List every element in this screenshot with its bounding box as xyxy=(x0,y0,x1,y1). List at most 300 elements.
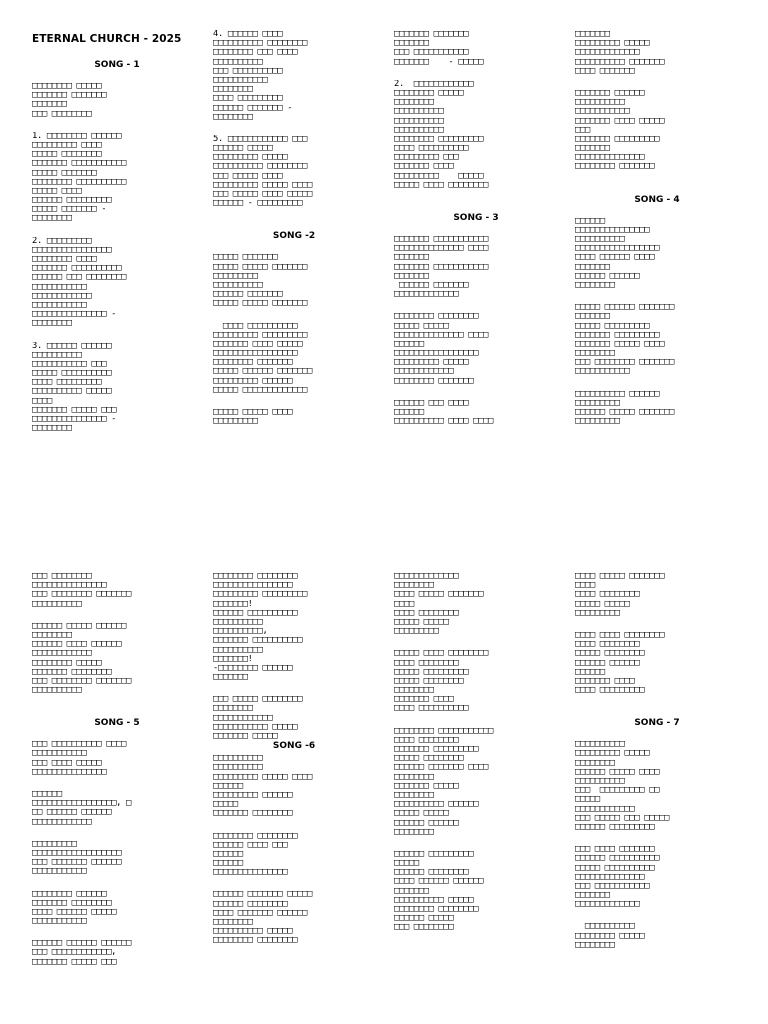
lyric-line: □□□□□ □□□□ □□□□□□□□ xyxy=(394,649,488,659)
lyric-line: □□□□□□□□□□□□□ xyxy=(575,48,640,58)
lyric-line: □□□□□□□□ □□□□□□□□□ xyxy=(394,134,484,144)
lyric-line: □□□□□□□□□□□□ xyxy=(32,817,92,827)
lyric-line: □□□□□□□□□□□□□□□□ xyxy=(213,581,293,591)
lyric-line: □□□ □□□□□□□□□□□□, xyxy=(32,948,117,958)
lyric-line: 2. □□□□□□□□□□□□ xyxy=(394,79,474,89)
lyric-line: □□□□□□ □□□□ □□□□□□ xyxy=(32,640,122,650)
lyric-line: □□□□□□□□ □□□□□□□□□□□ xyxy=(394,726,493,736)
lyric-line: □□□□□□□□□□ xyxy=(575,740,625,750)
lyric-line: □□□□□□□□□□□ □□□ xyxy=(32,359,107,369)
lyric-line: □□□□□□□□□ □□□□□ xyxy=(394,358,469,368)
stanza-gap xyxy=(394,386,558,399)
lyric-line: □□□□□□□□□□ xyxy=(575,235,625,244)
lyric-line: □□□□□□□□□□□ □□□□□ xyxy=(213,722,298,732)
lyric-line: □□□□□□□□□□ xyxy=(213,763,263,773)
stanza-gap xyxy=(394,67,558,80)
lyric-line: □□□□□□□ □□□□□□ xyxy=(575,88,645,98)
lyric-line: □□□□□□□□□□□□ xyxy=(32,291,92,301)
lyric-line: □□□□ □□□□□□□ xyxy=(575,66,635,76)
lyric-line: □□□□ □□□□□□□□ xyxy=(394,735,459,745)
lyric-line: □□□□□□□□□□□□ xyxy=(32,649,92,659)
bottom-column-3 xyxy=(394,572,558,933)
lyric-line: □□□□□□ □□□□□□□□□ xyxy=(394,849,474,859)
stanza-gap xyxy=(32,329,202,342)
lyric-line: □□□□□□□□□□ □□□□□□□ xyxy=(575,57,665,67)
lyric-line: □□□□□□□ xyxy=(213,673,248,683)
stanza-gap xyxy=(213,877,375,890)
lyric-line: □□□□□□□ □□□□□ □□□□ xyxy=(575,339,665,349)
lyric-line: □□□□□□□□□□ xyxy=(575,98,625,108)
top-column-2 xyxy=(213,30,375,426)
lyric-line: □□□□□□□□ xyxy=(575,280,615,290)
lyric-line: □□□□ □□□□□ □□□□□□□ xyxy=(394,590,484,600)
stanza-gap xyxy=(575,76,739,89)
lyric-line: □□□□□□□□□□ □□□□□□□□ xyxy=(213,39,307,49)
lyric-line: □□□□ □□□□□□□□□ xyxy=(213,94,283,104)
lyric-line: □□□□□□□□ □□□□□□□ xyxy=(394,376,474,386)
bottom-page xyxy=(0,572,768,1024)
lyric-line: □□□□□□□□□□□□□□ xyxy=(575,153,645,163)
lyric-line: □□□ □□□□□ □□□ □□□□□ xyxy=(575,813,669,823)
song-title: SONG -2 xyxy=(272,231,316,242)
lyric-line: □□□□□□□□□□ □□□□□□ xyxy=(394,800,479,810)
lyric-line: □□□□□□□ □□□□□□□□ xyxy=(213,809,293,819)
lyric-line: □□□□□□ □□□□□ □□□□ xyxy=(575,767,660,777)
lyric-line: □□□□□□□ - □□□□□ xyxy=(394,57,484,67)
lyric-line: □□□□□□□□□ □□□□ xyxy=(32,140,102,150)
stanza-gap xyxy=(394,190,558,203)
stanza-gap xyxy=(394,714,558,727)
lyric-line: 3. □□□□□□ □□□□□□ xyxy=(32,341,112,351)
lyric-line: □□□□□□□□ □□□□□ xyxy=(32,658,102,668)
lyric-line: □□□ □□□□□□□□□□□ xyxy=(575,881,650,891)
lyric-line: □□□□□ □□□□□□□□□ xyxy=(394,667,469,677)
lyric-line: □□□□□□□ xyxy=(394,253,429,263)
lyric-line: □□□□□□ □□□□□□□ xyxy=(213,290,283,300)
lyric-line: □□□□□□□ □□□□ xyxy=(575,676,635,686)
lyric-line: □□□□□□□□□□□□□□ □□□□ xyxy=(394,244,488,254)
lyric-line: □□□□□□ □□□ □□□□ xyxy=(394,398,469,408)
lyric-line: □□□□□□□□ xyxy=(213,918,253,927)
lyric-line: □□□□□□ □□□□□□□ xyxy=(394,280,469,290)
lyric-line: □□□□□□□□□□□□□□□ xyxy=(32,767,107,777)
lyric-line: □□□□□□□□□□ xyxy=(575,777,625,786)
lyric-line: □□□ □□□□□□□□ xyxy=(394,923,454,933)
lyric-line: □□□□□□□□ xyxy=(394,581,434,591)
lyric-line: □□□□ □□□□□□□□ xyxy=(394,608,459,618)
bottom-column-4 xyxy=(575,572,739,950)
stanza-gap xyxy=(213,819,375,832)
stanza-gap xyxy=(32,777,202,790)
lyric-line: □□□□□□□□ □□□□□□□ xyxy=(213,358,293,368)
stanza-gap xyxy=(213,309,375,322)
top-page xyxy=(0,30,768,510)
lyric-line: □□□□□□ □□□□□ □□□□□□ xyxy=(32,621,126,631)
bottom-column-2 xyxy=(213,572,375,946)
stanza-gap xyxy=(32,926,202,939)
lyric-line: □□□□□□□! xyxy=(213,599,253,609)
lyric-line: □□□□□□ □□□□□□□□□ xyxy=(575,822,655,832)
lyric-line: □□ □□□□□□ □□□□□□ xyxy=(32,808,112,818)
lyric-line: □□□□ □□□□□ □□□□□□□ xyxy=(575,572,665,581)
lyric-line: □□□□□□□□□□□ xyxy=(32,749,87,759)
lyric-line: □□□□□□□□□ xyxy=(575,608,620,618)
top-column-4 xyxy=(575,30,739,426)
lyric-line: □□□□□□ □□□□□□□□□□ xyxy=(213,608,298,618)
lyric-line: □□□□□□□□□□, xyxy=(213,627,268,637)
lyric-line: □□□□□□□□ xyxy=(394,827,434,837)
lyric-line: □□□□□□□□□ xyxy=(213,271,258,281)
lyric-line: □□□□□□□ xyxy=(394,886,429,896)
stanza-gap xyxy=(575,832,739,845)
lyric-line: □□□□□□□□□□□ xyxy=(32,867,87,877)
lyric-line: □□□□□□□□ □□□ □□□□ xyxy=(213,48,298,58)
lyric-line: □□□□□□□□ xyxy=(32,319,72,329)
lyric-line: □□□□□ □□□□□□□ - xyxy=(32,205,107,215)
lyric-line: □□□□□□□□□□ xyxy=(394,107,444,117)
lyric-line: □□□□□□□□□ xyxy=(575,417,620,427)
lyric-line: 4. □□□□□□ □□□□ xyxy=(213,30,283,39)
lyric-line: □□□□□□□□□ xyxy=(213,417,258,427)
lyric-line: □□□□□ □□□□□□□□ xyxy=(394,676,464,686)
lyric-line: □□□□□□□□ □□□□ xyxy=(32,255,97,264)
lyric-line: □□□□□ □□□□□ □□□□ xyxy=(213,408,293,417)
lyric-line: □□□□□□□□□ □□□ xyxy=(394,153,459,163)
lyric-line: □□□□□□□□□□□ xyxy=(575,107,630,117)
lyric-line: □□□ □□□□□ □□□□ xyxy=(213,171,283,181)
stanza-gap xyxy=(575,695,739,708)
lyric-line: □□□□□□□ □□□□□□□□□□□ xyxy=(32,159,126,169)
lyric-line: □□□□□□□□□□ □□□□□□□□ xyxy=(213,162,307,172)
lyric-line: □□□□□□□□□□□□□□□□□, □ xyxy=(32,799,131,809)
lyric-line: □□□□□□ xyxy=(575,216,605,226)
lyric-line: □□□□□□□□□□ xyxy=(213,617,263,627)
lyric-line: □□□□□□□□ xyxy=(213,85,253,95)
lyric-line: □□□□□ □□□□□□□□ xyxy=(32,150,102,160)
lyric-line: □□□□□□□ xyxy=(575,144,610,154)
lyric-line: □□□□ xyxy=(32,396,52,406)
lyric-line: □□□□ xyxy=(394,599,414,609)
lyric-line: □□□□□ □□□□ □□□□□□□□ xyxy=(394,180,488,190)
lyric-line: □□□ □□□□□□□□ □□□□□□□ xyxy=(32,676,131,686)
lyric-line: □□□□□□□□□ □□□□□□□□□ xyxy=(213,330,307,340)
lyric-line: □□□ □□□□□□□□□□□ xyxy=(394,48,469,58)
stanza-gap xyxy=(32,224,202,237)
stanza-gap xyxy=(213,682,375,695)
lyric-line: □□□□□□□□ □□□□□□□□ xyxy=(213,572,298,581)
lyric-line: □□□□□ □□□□ xyxy=(32,186,82,196)
lyric-line: □□□□□□□□□ xyxy=(394,627,439,637)
lyric-line: □□□□□□ - □□□□□□□□□ xyxy=(213,199,303,209)
lyric-line: □□□□□□□□□ □□□□□ xyxy=(394,171,484,181)
lyric-line: □□□□□□ □□□□□□□□□□ xyxy=(575,854,660,864)
stanza-gap xyxy=(575,377,739,390)
lyric-line: □□□□□□□□□ □□□□□□□□□ xyxy=(213,590,307,600)
lyric-line: □□□ □□□□□ □□□□ □□□□□ xyxy=(213,190,312,199)
lyric-line: □□□□□□ xyxy=(394,408,424,417)
lyric-line: □□□□ □□□□□□□□ xyxy=(575,590,640,600)
stanza-gap xyxy=(213,122,375,135)
lyric-line: □□□□ □□□□□□□□□□ xyxy=(394,144,469,154)
lyric-line: □□□□□□□□□□□□□ xyxy=(394,572,459,581)
lyric-line: □□□□□ □□□□□□□□□ xyxy=(575,321,650,331)
lyric-line: □□□□□□□□□ □□□□□ □□□□ xyxy=(213,180,312,190)
stanza-gap xyxy=(575,909,739,922)
lyric-line: □□□□ □□□□ □□□□□□□□ xyxy=(575,630,665,640)
lyric-line: □□□□□□□□□□□□□□□ xyxy=(575,225,650,235)
lyric-line: □□□□□□□□□□□□□□□□□ xyxy=(394,349,479,359)
bottom-column-1 xyxy=(32,572,202,967)
lyric-line: □□□ □□□□□□□□□□ xyxy=(213,66,283,76)
lyric-line: □□□□□□□ □□□□□□□□□□□ xyxy=(394,262,488,272)
lyric-line: □□□□□□□□□ □□□□□ xyxy=(213,153,288,163)
stanza-gap xyxy=(394,299,558,312)
lyric-line: □□□□□□□□ xyxy=(575,349,615,359)
lyric-line: 2. □□□□□□□□□ xyxy=(32,236,92,246)
lyric-line: □□□□□□□□□□ xyxy=(32,686,82,696)
lyric-line: □□□□□□ xyxy=(32,790,62,799)
lyric-line: □□□□□□□ □□□□□□□□□ xyxy=(575,330,660,340)
stanza-gap xyxy=(32,877,202,890)
lyric-line: 5. □□□□□□□□□□□□ □□□ xyxy=(213,134,307,144)
lyric-line: □□□□□□ xyxy=(213,859,243,869)
lyric-line: □□□□□□□ □□□□□ □□□ xyxy=(32,405,117,415)
lyric-line: □□□□ □□□□□□□□□ xyxy=(575,686,645,696)
lyric-line: □□□□□□□□□ xyxy=(575,398,620,408)
lyric-line: □□□□□□□□ xyxy=(32,214,72,224)
lyric-line: □□□□ □□□□□□□□□□ xyxy=(213,321,298,331)
lyric-line: □□□□□□□□□□□ xyxy=(32,282,87,292)
stanza-gap xyxy=(32,609,202,622)
lyric-line: □□□□□□□□ □□□□□□ xyxy=(32,889,107,899)
lyric-line: □□□□□□□□□□ □□□□□ xyxy=(32,387,112,397)
lyric-line: □□□□□□□□□□□□□□□□□ xyxy=(575,244,660,254)
lyric-line: □□□□□□□□□□□□□□□ xyxy=(32,581,107,591)
lyric-line: □□□□ xyxy=(575,581,595,591)
lyric-line: □□□□□□□ □□□□□□□□ xyxy=(32,898,112,908)
lyric-line: □□□□□□ □□□□□□□ □□□□□ xyxy=(213,890,312,900)
song-title: SONG -6 xyxy=(272,741,316,752)
lyric-line: □□□□□□ □□□□□□ xyxy=(575,658,640,668)
lyric-line: □□□□ □□□□□□□□ xyxy=(575,640,640,650)
lyric-line: □□□□□□□ xyxy=(575,312,610,322)
lyric-line: □□□□□ □□□□□□□□ xyxy=(575,649,645,659)
song-title: SONG - 5 xyxy=(94,718,140,729)
lyric-line: □□□□□□□□ □□□□□□□□ xyxy=(394,312,479,322)
lyric-line: □□□□□□□□□□□□□□□□□ xyxy=(213,349,298,359)
lyric-line: □□□□□□ □□□□□ xyxy=(213,144,273,154)
lyric-line: □□□ □□□□□□□□ xyxy=(32,109,92,119)
lyric-line: □□□□□□ □□□□□□□□ xyxy=(394,868,469,878)
stanza-gap xyxy=(32,827,202,840)
lyric-line: □□□□□□□ □□□□ xyxy=(394,162,454,172)
lyric-line: □□□□□□□□□ □□□□□ xyxy=(575,749,650,759)
lyric-line: □□□□□□□□□□□□□□□ - xyxy=(32,415,117,424)
lyric-line: □□□□□ □□□□□□□ xyxy=(32,168,97,178)
lyric-line: □□□□□□□ □□□□□□□□□□□ xyxy=(394,235,488,244)
stanza-gap xyxy=(32,119,202,132)
lyric-line: □□□□□□□□ □□□□□□□□ xyxy=(394,905,479,914)
lyric-line: □□□□□ □□□□□□□ xyxy=(213,253,278,263)
lyric-line: □□□□□□□□ □□□□□ xyxy=(32,82,102,91)
lyric-line: □□□□ □□□□□□□ □□□□□□ xyxy=(213,908,307,918)
lyric-line: □□□□□□□ □□□□□ xyxy=(394,781,459,791)
lyric-line: □□□□□□□ □□□□□ xyxy=(213,732,278,741)
lyric-line: □□□□□□□ xyxy=(32,100,67,110)
lyric-line: □□□□□ □□□□□□ □□□□□□□ xyxy=(575,303,674,313)
lyric-line: □□□□□□ xyxy=(213,781,243,791)
lyric-line: □□□□□□□□□□□ xyxy=(32,300,87,310)
song-title: SONG - 7 xyxy=(634,718,680,729)
lyric-line: □□□□□□□□□□ xyxy=(213,645,263,655)
top-column-1 xyxy=(32,30,202,433)
lyric-line: □□□□□□□□□□ xyxy=(394,125,444,135)
lyric-line: □□□□□□ □□□□□ □□□□□□□ xyxy=(575,408,674,417)
document-title: ETERNAL CHURCH - 2025 xyxy=(32,33,182,45)
lyric-line: □□□ □□□□□□□□ □□□□□□□ xyxy=(32,590,131,600)
lyric-line: □□□□□□□□□ □□□□□ □□□□ xyxy=(213,772,312,782)
lyric-line: □□□□□□□ □□□□□□□ xyxy=(32,91,107,101)
stanza-gap xyxy=(575,618,739,631)
lyric-line: □□□□□□□ xyxy=(575,262,610,272)
lyric-line: □□□□□□□ □□□□□□□□□ xyxy=(394,745,479,754)
lyric-line: □□□□□□□□□□□□ xyxy=(394,367,454,377)
lyric-line: □□□□□□□□ xyxy=(394,686,434,696)
lyric-line: □□□□□□□□ xyxy=(213,112,253,122)
stanza-gap xyxy=(575,172,739,185)
lyric-line: □□□□ □□□□□□□□□ xyxy=(32,378,102,388)
lyric-line: □□□□□□□ □□□□□□□□ xyxy=(32,667,112,677)
lyric-line: 1. □□□□□□□□ □□□□□□ xyxy=(32,131,122,141)
lyric-line: □□□□□□□□□ □□□□□ xyxy=(575,39,650,49)
lyric-line: □□□□□□□□□□ □□□□□ xyxy=(394,895,474,905)
lyric-line: □□□□□□□ □□□□ □□□□□ xyxy=(575,116,665,126)
lyric-line: □□□□□□□□□□ xyxy=(575,922,635,932)
lyric-line: □□□□□□□□□ □□□□□□ xyxy=(213,376,293,386)
lyric-line: □□□□□□□□ xyxy=(394,98,434,108)
lyric-line: □□□ xyxy=(575,125,590,135)
lyric-line: □□□□□□□□□□ xyxy=(394,116,444,126)
lyric-line: □□□□□□□□□□□□□□□□□□ xyxy=(32,848,122,858)
lyric-line: □□□□□ xyxy=(394,859,419,869)
lyric-line: □□□ □□□□ □□□□□□□ xyxy=(575,845,655,855)
stanza-gap xyxy=(213,395,375,408)
lyric-line: □□□□□□□□□□□□□□□ - xyxy=(32,310,117,320)
lyric-line: □□□□□ xyxy=(575,795,600,805)
lyric-line: □□□□□□□□□□ xyxy=(32,350,82,360)
lyric-line: □□□□□□□□□□□ xyxy=(213,75,268,85)
lyric-line: □□□□□□□ xyxy=(394,39,429,49)
lyric-line: □□□□ □□□□□□□□□□ xyxy=(394,704,469,714)
lyric-line: □□□□□□□□ □□□□□ xyxy=(575,931,645,941)
lyric-line: □□□□□□□□□□ xyxy=(213,754,263,764)
lyric-line: □□□ □□□□□ □□□□□□□□ xyxy=(213,695,303,705)
lyric-line: □□□□□□□□ xyxy=(575,940,615,950)
lyric-line: □□□□□□□□□□ □□□□□ xyxy=(213,927,293,937)
lyric-line: □□□□□□□! xyxy=(213,654,253,664)
lyric-line: □□□□□ □□□□□□□□□□ xyxy=(575,863,655,873)
lyric-line: □□□□□□□ □□□□□□□□□□ xyxy=(32,264,122,274)
lyric-line: □□□□□□□□□ xyxy=(32,839,77,849)
lyric-line: □□□□□□□ □□□□□□□□□ xyxy=(575,134,660,144)
lyric-line: □□□□□□□□ □□□□□□□ xyxy=(575,162,655,172)
lyric-line: □□□□□□□□□□ xyxy=(213,280,263,290)
lyric-line: □□□□□□ □□□□□□ □□□□□□ xyxy=(32,939,131,949)
lyric-line: □□□□□□□ xyxy=(394,271,429,281)
song-title: SONG - 3 xyxy=(453,213,499,223)
lyric-line: □□□□□□ □□□□□□□□□ xyxy=(32,196,112,206)
lyric-line: □□□□□□□□ □□□□□ xyxy=(394,88,464,98)
lyric-line: □□□□□□□□ xyxy=(394,772,434,782)
lyric-line: □□□□□□□□ xyxy=(213,704,253,714)
lyric-line: □□□ □□□□□□□□ xyxy=(32,572,92,581)
lyric-line: □□□□□□□□□□□□□□ xyxy=(575,872,645,882)
top-column-3 xyxy=(394,30,558,426)
lyric-line: □□□□□□□ xyxy=(575,30,610,39)
lyric-line: □□□□□□ xyxy=(213,849,243,859)
lyric-line: □□□□□□□□ xyxy=(32,630,72,640)
lyric-line: □□□□□ □□□□□□□□□□ xyxy=(32,369,112,379)
lyric-line: □□□□□□ □□□□□□ xyxy=(575,271,640,281)
lyric-line: □□□□□□□□□□ xyxy=(213,57,263,67)
song-title: SONG - 1 xyxy=(94,60,140,70)
lyric-line: □□□□□□□□□□□ xyxy=(32,917,87,927)
lyric-line: □□□□□□□ xyxy=(575,891,610,901)
lyric-line: □□□□□ □□□□□□□□ xyxy=(394,754,464,764)
lyric-line: □□□□□□□□ xyxy=(575,758,615,768)
lyric-line: □□□□□□□ □□□□ □□□□□ xyxy=(213,339,303,349)
lyric-line: □□□□□ □□□□□□ □□□□□□□ xyxy=(213,367,312,377)
lyric-line: □□□□□ □□□□□ xyxy=(394,321,449,331)
lyric-line: □□□□□ □□□□□ □□□□□□□ xyxy=(213,299,307,309)
lyric-line: □□□□ □□□□□□□□ xyxy=(394,658,459,668)
lyric-line: □□□□□□□□ □□□□□□□□ xyxy=(213,831,298,841)
lyric-line: □□□□□□ □□□□□ xyxy=(394,914,454,924)
stanza-gap xyxy=(32,695,202,708)
lyric-line: □□□□□□□□□□□□ xyxy=(213,713,273,723)
stanza-gap xyxy=(394,837,558,850)
lyric-line: □□□□□□□ □□□□□□□ xyxy=(394,30,469,39)
stanza-gap xyxy=(213,208,375,221)
stanza-gap xyxy=(394,636,558,649)
lyric-line: □□□□□□ xyxy=(394,339,424,349)
lyric-line: □□□□□□ □□□ □□□□□□□□ xyxy=(32,273,126,283)
lyric-line: □□□□ □□□□□□ □□□□□□ xyxy=(394,877,484,887)
lyric-line: □□□□□□□□ xyxy=(32,424,72,434)
lyric-line: □□□□□ □□□□□□□□□□□□□ xyxy=(213,385,307,395)
lyric-line: □□□ □□□□□□□□□□ □□□□ xyxy=(32,740,126,750)
lyric-line: □□□□□□□□ □□□□□□□□□□ xyxy=(32,177,126,187)
lyric-line: □□□ □□□□□□□□ □□□□□□□ xyxy=(575,358,674,368)
lyric-line: □□□□□□ □□□□□□□ - xyxy=(213,103,293,113)
lyric-line: □□□□□□ □□□□ □□□ xyxy=(213,840,288,850)
lyric-line: □□□ □□□□ □□□□□ xyxy=(32,758,102,768)
lyric-line: □□□□□□□□□□□□□ xyxy=(575,900,640,910)
lyric-line: -□□□□□□□□ □□□□□□ xyxy=(213,663,293,673)
stanza-gap xyxy=(575,290,739,303)
lyric-line: □□□□□□□□□□□□ xyxy=(575,804,635,814)
lyric-line: □□□□□ □□□□□ xyxy=(575,599,630,609)
lyric-line: □□□□ □□□□□□ □□□□ xyxy=(575,253,655,263)
lyric-line: □□□ □□□□□□□□□ □□ xyxy=(575,786,660,796)
lyric-line: □□□□□□□□□ □□□□□□ xyxy=(213,790,293,800)
lyric-line: □□□□□ xyxy=(213,800,238,810)
lyric-line: □□□□□□□ □□□□□□□□□□ xyxy=(213,636,303,646)
lyric-line: □□□□□□ □□□□□□□ □□□□ xyxy=(394,763,488,773)
lyric-line: □□□□□ □□□□□ □□□□□□□ xyxy=(213,262,307,272)
lyric-line: □□□□□□□□□□□□□□□ xyxy=(213,868,288,878)
lyric-line: □□□□□□□□ xyxy=(394,790,434,800)
